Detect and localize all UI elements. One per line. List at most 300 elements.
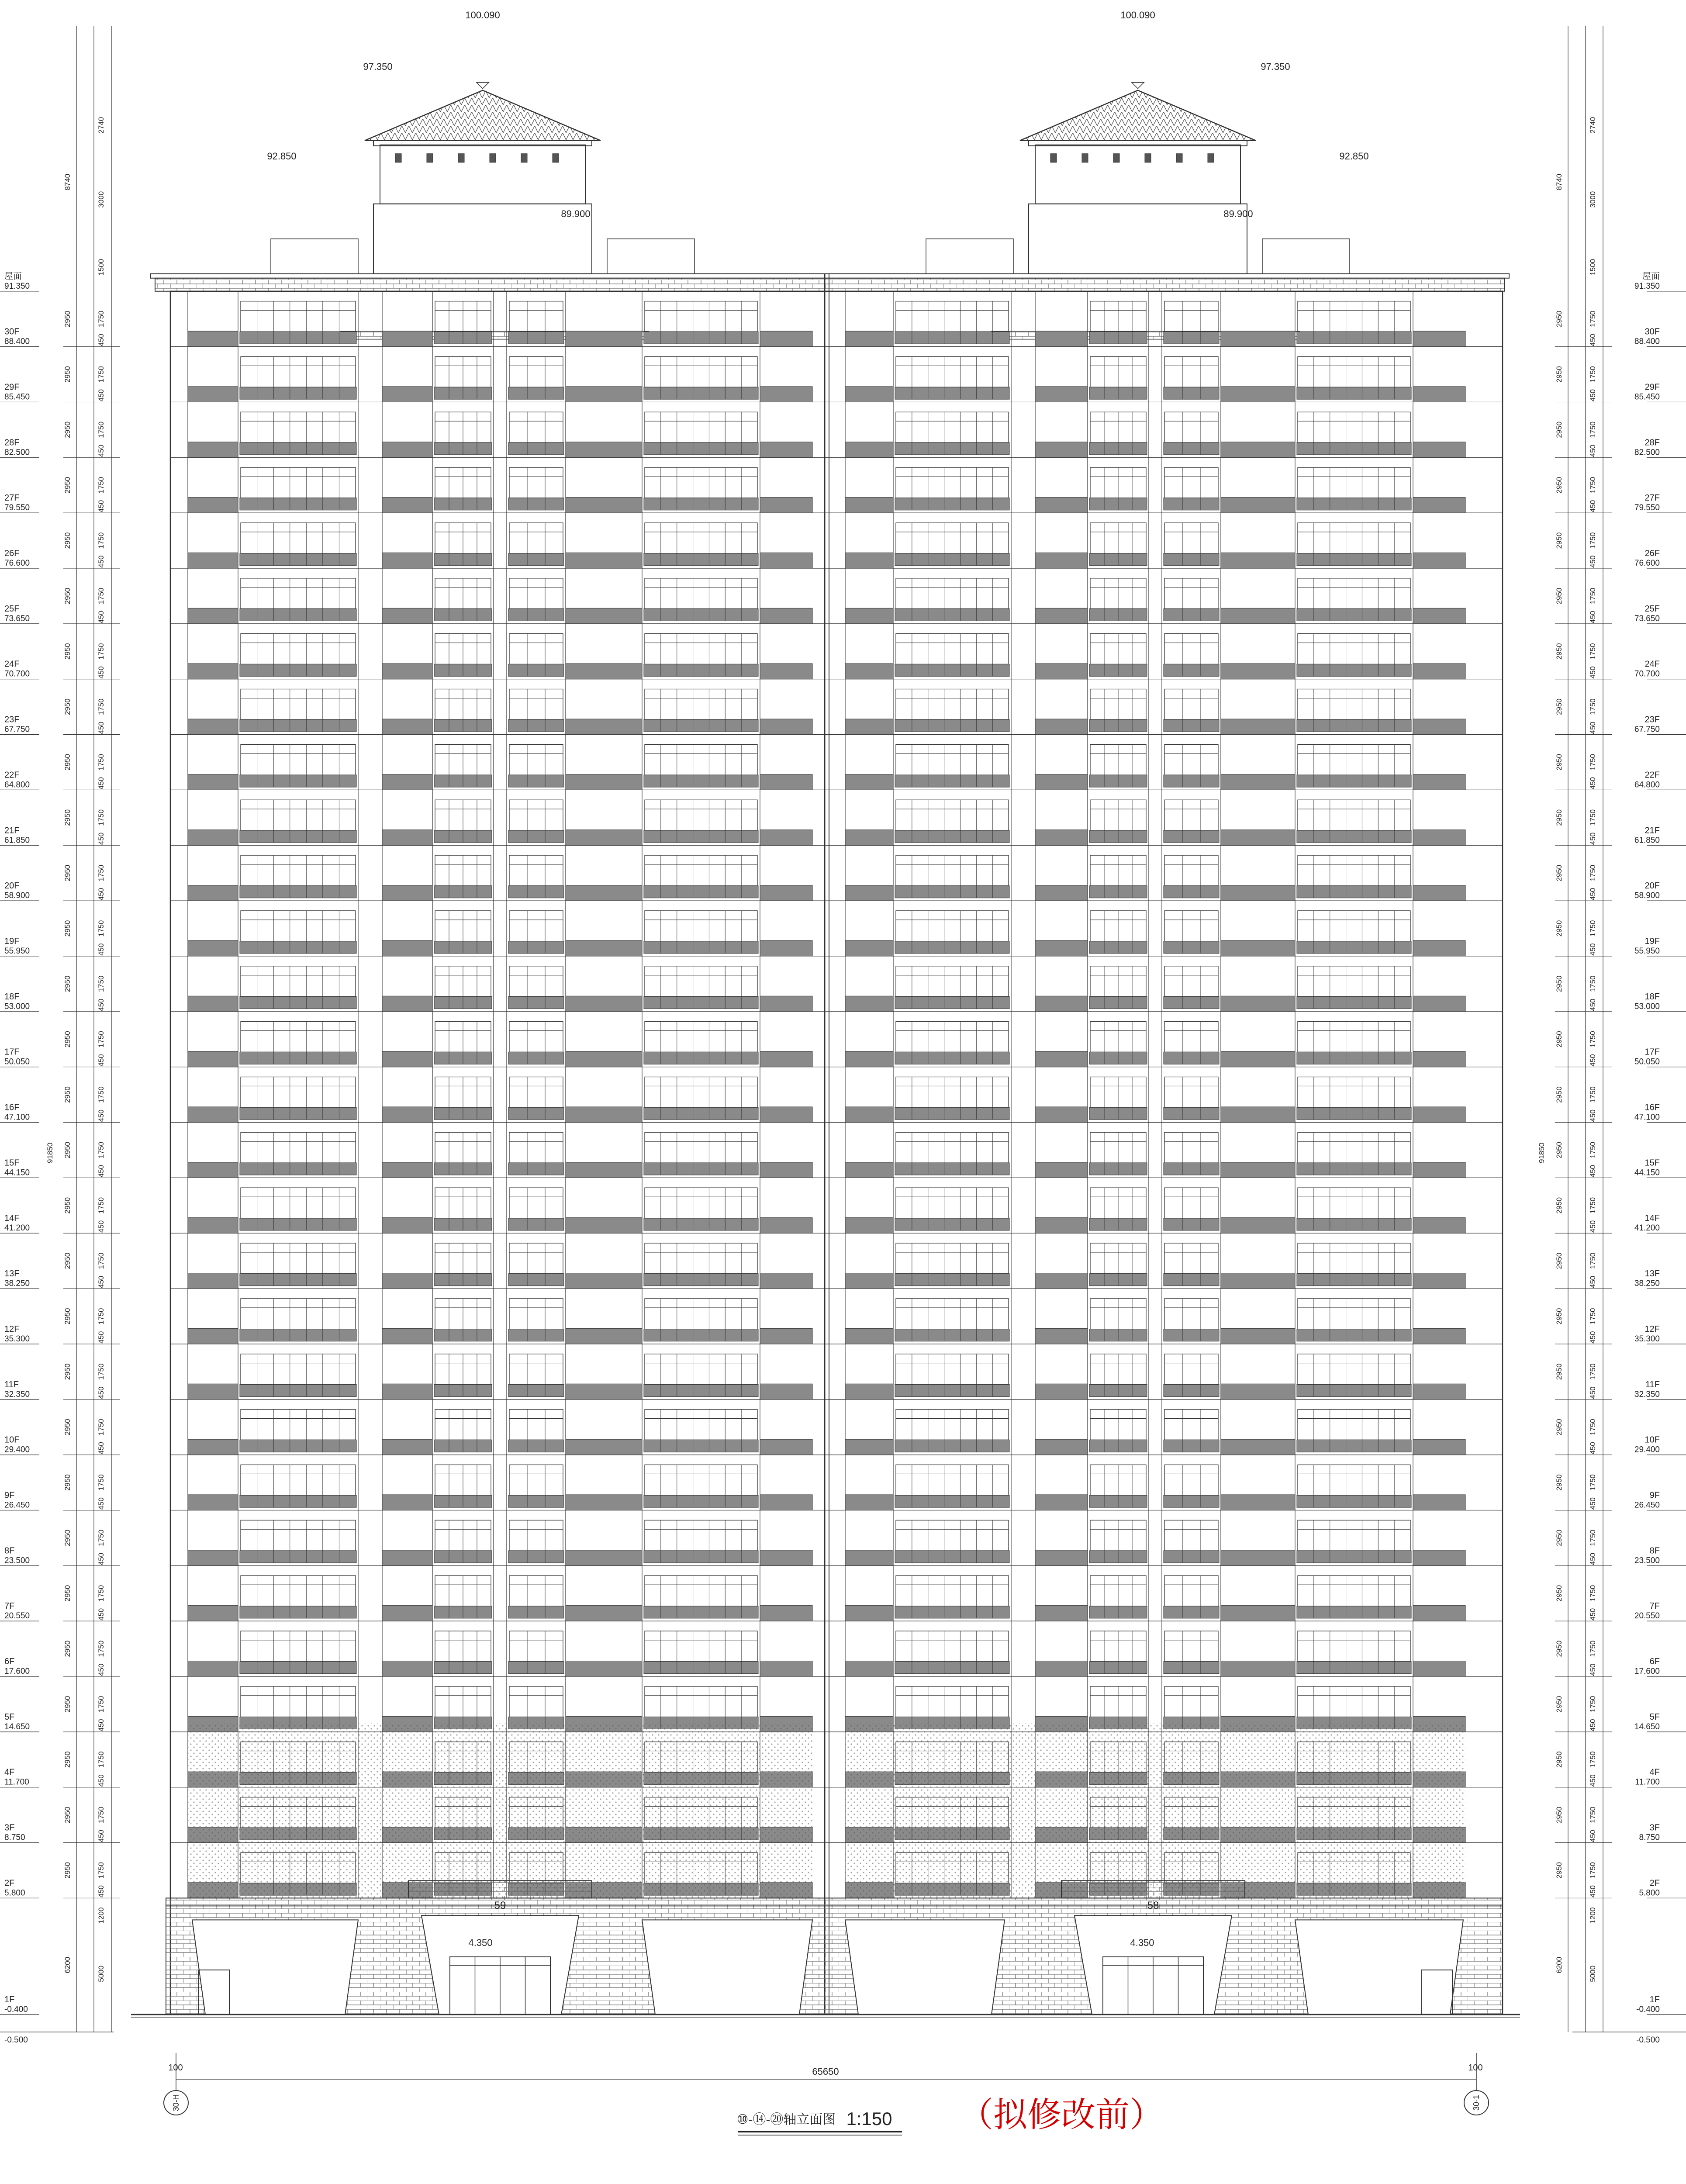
right-sill-dim: 450 [1589,1719,1597,1731]
shopfront-4 [1295,1920,1463,2015]
window [509,467,563,498]
pier-band [760,663,812,679]
window [1298,1576,1410,1606]
right-ground-dim-b: 5000 [1589,1965,1597,1982]
pier-band [1221,387,1295,402]
window [241,1299,356,1329]
roof-peak-elev-left: 100.090 [465,10,500,21]
window [1164,1576,1218,1606]
pier-band [760,1495,812,1510]
balcony-rail [508,553,564,566]
pier-band [845,498,893,513]
window [241,467,356,498]
right-elevation-label: 38.250 [1634,1279,1660,1289]
left-sill-dim: 450 [97,1774,105,1787]
window [1298,1465,1410,1495]
right-floor-dim: 2950 [1555,1640,1563,1657]
pier-band [566,1051,642,1067]
right-window-dim: 1750 [1589,754,1597,771]
balcony-rail [508,1218,564,1230]
left-sill-dim: 450 [97,943,105,956]
window [896,1631,1009,1662]
right-sill-dim: 450 [1589,666,1597,679]
window [241,412,356,442]
roof-eave-elev-left: 97.350 [363,61,393,72]
balcony-rail [508,664,564,676]
window [645,634,757,664]
balcony-rail [508,997,564,1009]
window [509,1576,563,1606]
right-ground-elev: -0.500 [1636,2035,1660,2045]
balcony-rail [508,1163,564,1175]
window [896,1188,1009,1218]
pier-band [1035,1384,1088,1400]
right-floor-label: 18F [1645,992,1660,1002]
left-sill-dim: 450 [97,1497,105,1510]
pier-band [1413,940,1465,956]
window [1298,301,1410,332]
window [896,689,1009,720]
pier-band [1035,442,1088,458]
balcony-rail [1164,1163,1219,1175]
left-window-dim: 1750 [97,864,105,881]
pier-band [1413,1661,1465,1676]
right-window-dim: 1750 [1589,1807,1597,1824]
pavilion-right-elev-triangle [1132,83,1144,89]
right-floor-label: 19F [1645,936,1660,946]
window [896,301,1009,332]
right-elevation-label: 82.500 [1634,448,1660,457]
left-ground-dim-b: 5000 [97,1965,105,1982]
window [1298,1299,1410,1329]
left-floor-dim: 2950 [63,1142,72,1158]
pavilion-right-stair-core [1029,204,1247,274]
pier-band [1221,830,1295,846]
pier-band [1035,387,1088,402]
pier-band [1221,1273,1295,1289]
podium-texture-right [845,1723,1465,1898]
window [1298,1188,1410,1218]
pier-band [1035,1107,1088,1123]
left-sill-dim: 450 [97,1386,105,1399]
parapet-elev-left: 92.850 [267,151,297,162]
left-floor-label: 21F [4,826,20,836]
right-elevation-label: 26.450 [1634,1500,1660,1510]
left-floor-label: 26F [4,549,20,558]
pier-band [566,830,642,846]
window [645,467,757,498]
balcony-rail [1164,332,1219,344]
left-sill-dim: 450 [97,1275,105,1289]
left-sill-dim: 450 [97,1552,105,1565]
window [1298,412,1410,442]
pier-band [845,1439,893,1455]
right-roof-dim-b: 2740 [1589,117,1597,134]
pier-band [1221,442,1295,458]
canopy-elev-left: 4.350 [468,1937,493,1948]
window [509,1354,563,1385]
right-floor-label: 屋面 [1642,271,1660,281]
pier-band [382,442,432,458]
right-window-dim: 1750 [1589,1363,1597,1380]
window [896,1354,1009,1385]
left-elevation-label: 11.700 [4,1777,29,1787]
pier-band [1035,996,1088,1012]
left-floor-dim: 2950 [63,311,72,328]
left-elevation-label: 70.700 [4,669,30,679]
balcony-rail [508,1495,564,1507]
pier-band [566,1218,642,1234]
left-elevation-label: 5.800 [4,1888,25,1898]
right-sill-dim: 450 [1589,1608,1597,1621]
right-floor-dim: 2950 [1555,1529,1563,1546]
window [1164,911,1218,941]
pier-band [188,940,238,956]
left-total-height-dim: 91850 [46,1142,54,1164]
window [1298,744,1410,775]
pavilion-left-vent [521,154,527,162]
left-window-dim: 1750 [97,1197,105,1214]
pier-band [566,774,642,790]
window [645,301,757,332]
left-sill-dim: 450 [97,611,105,623]
right-window-dim: 1750 [1589,643,1597,660]
window [509,634,563,664]
left-floor-dim: 2950 [63,1862,72,1879]
right-elevation-label: 41.200 [1634,1223,1660,1233]
left-sill-dim: 450 [97,832,105,845]
balcony-rail [508,886,564,898]
left-window-dim: 1750 [97,311,105,328]
window [1298,855,1410,886]
right-elevation-label: 5.800 [1639,1888,1660,1898]
pavilion-right-vent [1208,154,1214,162]
left-ground-dim-a: 6200 [63,1956,72,1973]
window [896,1576,1009,1606]
left-floor-label: 4F [4,1767,15,1777]
window [1164,744,1218,775]
right-elevation-label: 23.500 [1634,1556,1660,1565]
right-window-dim: 1750 [1589,975,1597,992]
right-window-dim: 1750 [1589,532,1597,549]
left-elevation-label: 35.300 [4,1334,30,1344]
window [645,1243,757,1274]
right-elevation-label: 67.750 [1634,725,1660,734]
window [645,1631,757,1662]
pier-band [760,885,812,901]
window [1298,523,1410,553]
window [241,1022,356,1052]
pier-band [566,996,642,1012]
left-elevation-label: 85.450 [4,392,30,402]
pier-band [760,1218,812,1234]
pier-band [760,774,812,790]
pier-band [382,1550,432,1566]
balcony-rail [1164,664,1219,676]
window [896,1077,1009,1107]
pier-band [188,1273,238,1289]
right-window-dim: 1750 [1589,1696,1597,1713]
left-window-dim: 1750 [97,366,105,383]
window [1298,1631,1410,1662]
left-window-dim: 1750 [97,477,105,494]
right-window-dim: 1750 [1589,1529,1597,1546]
left-window-dim: 1750 [97,1585,105,1602]
right-sill-dim: 450 [1589,500,1597,513]
pier-band [1221,996,1295,1012]
balcony-rail [508,719,564,732]
right-window-dim: 1750 [1589,1142,1597,1158]
right-sill-dim: 450 [1589,999,1597,1011]
left-floor-dim: 2950 [63,975,72,992]
left-window-dim: 1750 [97,1696,105,1713]
window [1164,1631,1218,1662]
right-floor-dim: 2950 [1555,1363,1563,1380]
left-floor-label: 1F [4,1995,15,2004]
window [509,855,563,886]
pier-band [1221,1661,1295,1676]
pier-band [566,1162,642,1178]
pavilion-right-side-right [1262,239,1350,274]
pier-band [845,442,893,458]
left-elevation-label: 55.950 [4,946,30,956]
right-floor-label: 28F [1645,438,1660,448]
right-floor-dim: 2950 [1555,1751,1563,1768]
roof-eave-elev-right: 97.350 [1261,61,1290,72]
right-floor-dim: 2950 [1555,1308,1563,1325]
balcony-rail [1164,775,1219,787]
pier-band [845,387,893,402]
window [241,744,356,775]
left-window-dim: 1750 [97,643,105,660]
pier-band [382,1273,432,1289]
pier-band [1221,1495,1295,1510]
window [645,1022,757,1052]
left-sill-dim: 450 [97,1109,105,1122]
podium-texture-left [188,1723,812,1898]
window [1164,855,1218,886]
pier-band [760,719,812,735]
left-elevation-label: 88.400 [4,337,30,346]
window [509,578,563,609]
right-elevation-label: 44.150 [1634,1168,1660,1178]
right-floor-dim: 2950 [1555,1474,1563,1491]
pier-band [1221,1051,1295,1067]
pier-band [845,608,893,624]
left-elevation-label: 26.450 [4,1500,30,1510]
right-floor-dim: 2950 [1555,975,1563,992]
right-sill-dim: 450 [1589,1663,1597,1676]
window [241,1243,356,1274]
left-floor-label: 屋面 [4,271,22,281]
right-window-dim: 1750 [1589,1751,1597,1768]
left-floor-label: 5F [4,1712,15,1722]
right-sill-dim: 450 [1589,777,1597,790]
balcony-rail [1164,553,1219,566]
balcony-rail [1164,719,1219,732]
window [509,1132,563,1163]
left-sill-dim: 450 [97,1830,105,1842]
pier-band [1413,1439,1465,1455]
right-floor-dim: 2950 [1555,698,1563,715]
right-floor-label: 17F [1645,1047,1660,1057]
pier-band [1221,1328,1295,1344]
window [645,1686,757,1717]
left-elevation-label: 23.500 [4,1556,30,1565]
right-elevation-label: 73.650 [1634,614,1660,623]
window [509,1022,563,1052]
balcony-rail [1164,1385,1219,1397]
right-sill-dim: 450 [1589,1109,1597,1122]
left-floor-dim: 2950 [63,754,72,771]
canopy-elev-right: 4.350 [1130,1937,1154,1948]
left-floor-dim: 2950 [63,366,72,383]
pier-band [760,1384,812,1400]
right-roof-dim-a: 3000 [1589,191,1597,208]
roof-peak-elev-right: 100.090 [1120,10,1155,21]
right-floor-label: 25F [1645,604,1660,614]
right-floor-dim: 2950 [1555,366,1563,383]
window [1298,911,1410,941]
right-sill-dim: 450 [1589,1885,1597,1898]
window [1164,1132,1218,1163]
pier-band [845,1495,893,1510]
balcony-rail [508,1551,564,1563]
left-sill-dim: 450 [97,1608,105,1621]
pier-band [845,830,893,846]
left-floor-dim: 2950 [63,809,72,826]
right-floor-dim: 2950 [1555,587,1563,605]
shopfront-2 [642,1920,812,2015]
left-sill-dim: 450 [97,1220,105,1233]
left-sill-dim: 450 [97,1054,105,1067]
window [509,689,563,720]
right-sill-dim: 450 [1589,1830,1597,1842]
window [1298,1243,1410,1274]
left-floor-label: 9F [4,1490,15,1500]
window [1164,356,1218,387]
left-window-dim: 1750 [97,1252,105,1269]
pier-band [1221,663,1295,679]
pier-band [1413,830,1465,846]
right-window-dim: 1750 [1589,864,1597,881]
left-floor-dim: 2950 [63,643,72,660]
pier-band [1413,719,1465,735]
pier-band [1413,1051,1465,1067]
pier-band [845,1384,893,1400]
pier-band [845,1051,893,1067]
axis-label-left: 30-H [172,2094,180,2111]
pier-band [188,1606,238,1621]
pier-band [382,498,432,513]
pier-band [382,1218,432,1234]
left-elevation-label: 17.600 [4,1667,30,1676]
right-floor-dim: 2950 [1555,1807,1563,1824]
window [896,523,1009,553]
pier-band [566,1661,642,1676]
right-floor-label: 2F [1649,1878,1660,1888]
window [1298,467,1410,498]
pier-band [188,498,238,513]
pier-band [566,719,642,735]
left-window-dim: 1750 [97,975,105,992]
left-window-dim: 1750 [97,1308,105,1325]
left-sill-dim: 450 [97,1663,105,1676]
balcony-rail [1164,609,1219,621]
left-sill-dim: 450 [97,1331,105,1344]
left-floor-label: 28F [4,438,20,448]
balcony-rail [508,442,564,455]
right-floor-dim: 2950 [1555,421,1563,438]
left-floor-label: 23F [4,715,20,725]
right-elevation-label: 50.050 [1634,1057,1660,1067]
window [509,356,563,387]
balcony-rail [508,1274,564,1286]
pier-band [188,1107,238,1123]
pier-band [382,774,432,790]
balcony-rail [508,830,564,843]
right-floor-dim: 2950 [1555,1252,1563,1269]
window [1164,1243,1218,1274]
window [1164,1077,1218,1107]
axis-label-right: 30-1 [1472,2094,1481,2111]
left-floor-label: 29F [4,382,20,392]
left-window-dim: 1750 [97,1086,105,1103]
right-floor-dim: 2950 [1555,1031,1563,1048]
pier-band [760,1162,812,1178]
pavilion-left-stair-core [373,204,592,274]
window [1164,1022,1218,1052]
left-elevation-label: -0.400 [4,2005,28,2014]
window [1298,689,1410,720]
window [896,1410,1009,1440]
balcony-rail [1164,498,1219,510]
left-sill-dim: 450 [97,1165,105,1178]
balcony-rail [508,1385,564,1397]
right-floor-dim: 2950 [1555,920,1563,937]
pier-band [760,1051,812,1067]
window [241,1576,356,1606]
left-floor-dim: 2950 [63,1308,72,1325]
right-floor-dim: 2950 [1555,1419,1563,1436]
left-floor-label: 12F [4,1324,20,1334]
right-floor-label: 27F [1645,493,1660,503]
pier-band [566,1107,642,1123]
right-window-dim: 1750 [1589,1585,1597,1602]
left-sill-dim: 450 [97,555,105,568]
pier-band [1221,1107,1295,1123]
right-window-dim: 1750 [1589,366,1597,383]
right-floor-dim: 2950 [1555,1862,1563,1879]
pier-band [382,1107,432,1123]
window [896,1132,1009,1163]
left-elevation-label: 50.050 [4,1057,30,1067]
left-floor-dim: 2950 [63,920,72,937]
right-sill-dim: 450 [1589,1165,1597,1178]
left-floor-dim: 2950 [63,587,72,605]
window [896,1243,1009,1274]
window [1298,1077,1410,1107]
balcony-rail [1164,1440,1219,1452]
pier-band [1413,553,1465,568]
left-sill-dim: 450 [97,444,105,457]
balcony-rail [508,332,564,344]
window [645,966,757,997]
left-window-dim: 1750 [97,1807,105,1824]
window [1164,301,1218,332]
right-elevation-label: 91.350 [1634,281,1660,291]
pier-band [188,1661,238,1676]
